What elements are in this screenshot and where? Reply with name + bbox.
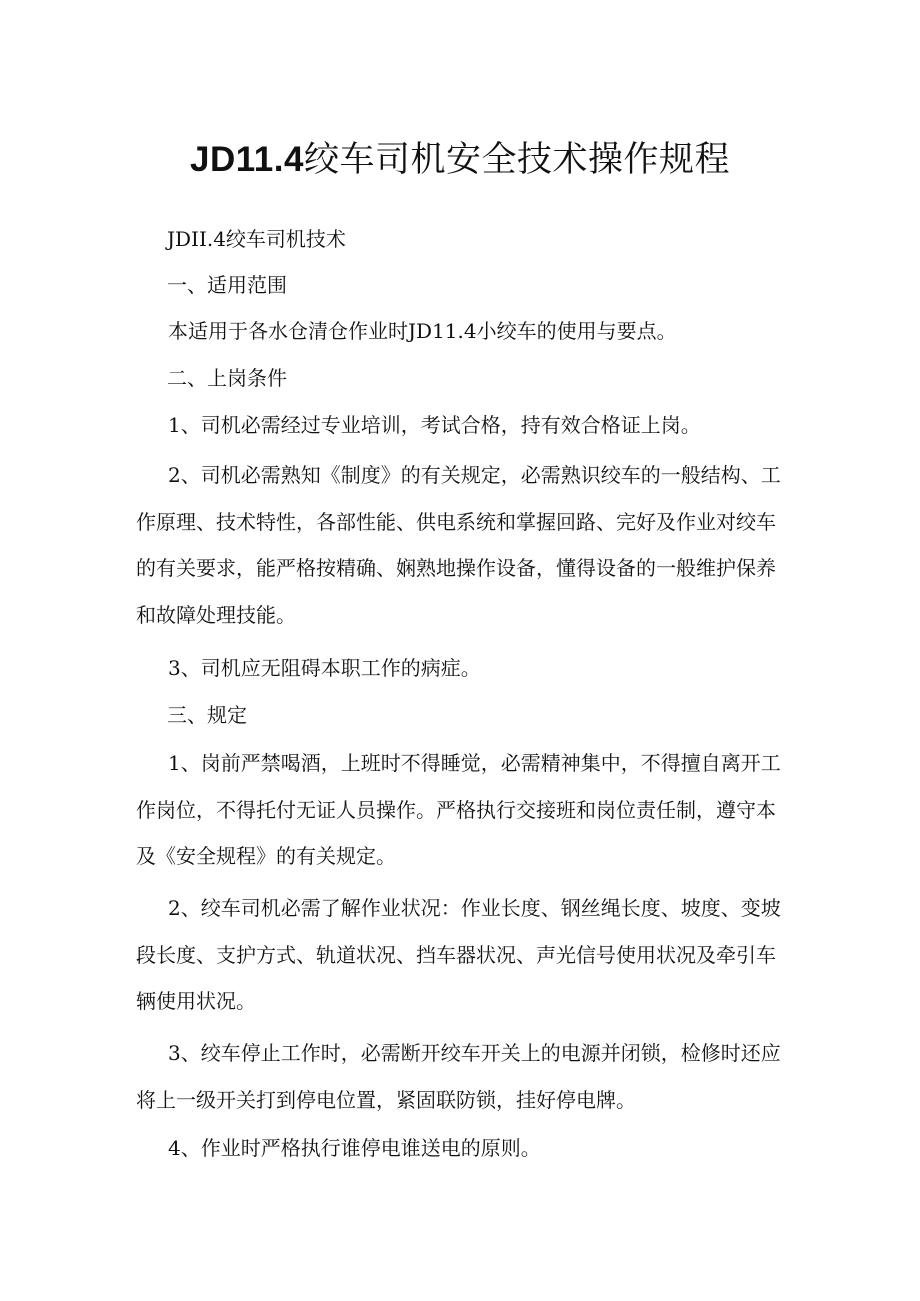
- paragraph-line: 和故障处理技能。: [136, 602, 296, 627]
- section-heading-requirements: 二、上岗条件: [167, 366, 287, 390]
- paragraph: [136, 885, 788, 1025]
- paragraph-line: 作原理、技术特性，各部性能、供电系统和掌握回路、完好及作业对绞车: [136, 509, 776, 534]
- paragraph-line: 将上一级开关打到停电位置，紧固联防锁，挂好停电牌。: [136, 1087, 636, 1112]
- paragraph-line: 辆使用状况。: [136, 989, 256, 1014]
- paragraph: [136, 1125, 788, 1172]
- paragraph-line: 及《安全规程》的有关规定。: [136, 844, 396, 869]
- paragraph-line: 段长度、支护方式、轨道状况、挡车器状况、声光信号使用状况及牵引车: [136, 942, 776, 967]
- paragraph-line: 2、司机必需熟知《制度》的有关规定，必需熟识绞车的一般结构、工: [168, 463, 781, 487]
- paragraph: [136, 452, 788, 638]
- paragraph: [136, 402, 788, 449]
- document-subtitle: JDII.4绞车司机技术: [167, 227, 346, 251]
- paragraph-line: 3、司机应无阻碍本职工作的病症。: [168, 656, 481, 680]
- document-title: [0, 136, 920, 184]
- paragraph-line: 3、绞车停止工作时，必需断开绞车开关上的电源并闭锁，检修时还应: [168, 1041, 781, 1065]
- paragraph: [136, 308, 788, 355]
- paragraph-line: 的有关要求，能严格按精确、娴熟地操作设备，懂得设备的一般维护保养: [136, 556, 776, 581]
- title-code: JD11.4: [190, 140, 304, 179]
- paragraph-line: 作岗位，不得托付无证人员操作。严格执行交接班和岗位责任制，遵守本: [136, 797, 776, 822]
- section-heading-scope: 一、适用范围: [167, 273, 287, 297]
- paragraph: [136, 1030, 788, 1123]
- paragraph: [136, 740, 788, 880]
- section-heading-rules: 三、规定: [167, 703, 247, 727]
- paragraph-line: 本适用于各水仓清仓作业时JD11.4小绞车的使用与要点。: [168, 319, 677, 343]
- paragraph-line: 2、绞车司机必需了解作业状况：作业长度、钢丝绳长度、坡度、变坡: [168, 896, 781, 920]
- paragraph-line: 1、司机必需经过专业培训，考试合格，持有效合格证上岗。: [168, 413, 701, 437]
- paragraph-line: 1、岗前严禁喝酒，上班时不得睡觉，必需精神集中，不得擅自离开工: [168, 751, 781, 775]
- paragraph: [136, 645, 788, 692]
- paragraph-line: 4、作业时严格执行谁停电谁送电的原则。: [168, 1136, 541, 1160]
- title-text: 绞车司机安全技术操作规程: [303, 140, 730, 180]
